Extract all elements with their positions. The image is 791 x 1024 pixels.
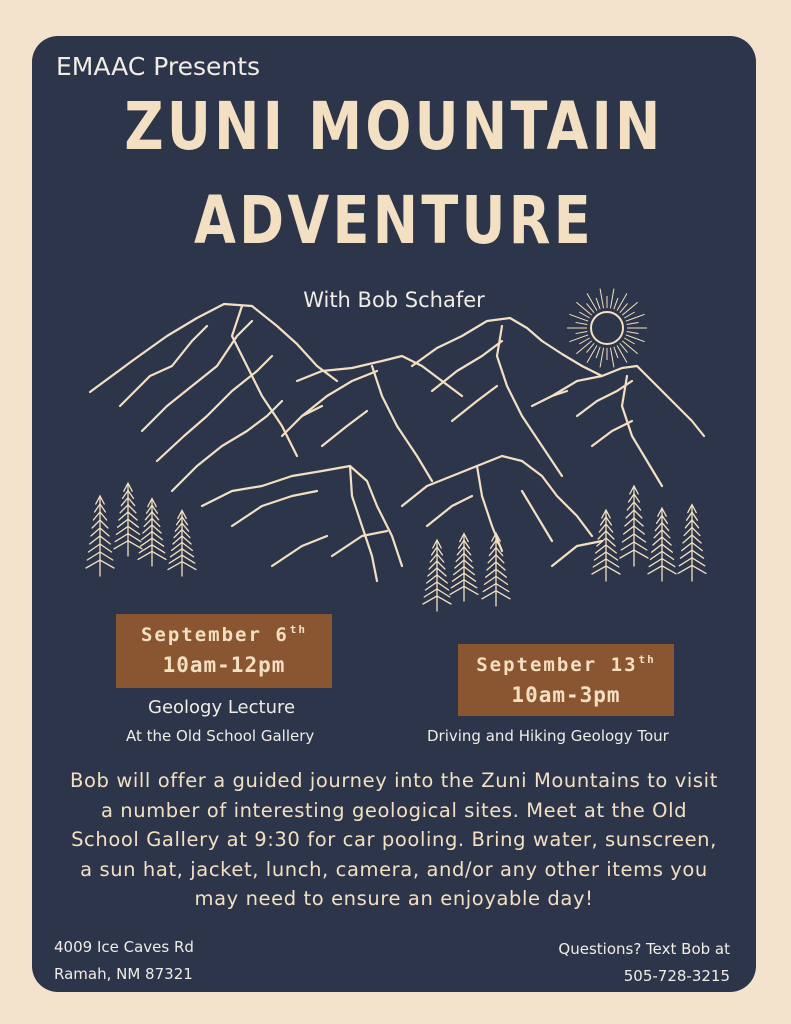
- contact-phone: 505-728-3215: [623, 967, 730, 985]
- pine-tree: [168, 510, 196, 576]
- event-date-box-2: [458, 644, 674, 716]
- mountain-illustration: [32, 36, 756, 616]
- pine-tree: [482, 533, 510, 606]
- event-date-2: September 13th: [476, 653, 656, 676]
- pine-tree: [648, 508, 676, 581]
- sun-ray: [624, 312, 634, 318]
- contact-block: [558, 936, 730, 990]
- sun-ray: [624, 338, 634, 344]
- address-line-1: 4009 Ice Caves Rd: [54, 938, 194, 956]
- address-line-2: Ramah, NM 87321: [54, 965, 193, 983]
- sun-ray: [614, 347, 618, 358]
- sun-ray: [587, 293, 597, 310]
- sun-ray: [596, 347, 600, 358]
- pine-tree: [620, 486, 648, 566]
- host-label: With Bob Schafer: [303, 288, 485, 312]
- sun-ray: [600, 348, 603, 368]
- pine-tree: [114, 483, 142, 556]
- contact-prompt: Questions? Text Bob at: [558, 940, 730, 958]
- sun-ray: [579, 312, 589, 318]
- pine-tree: [450, 534, 478, 601]
- event-time-1: 10am-12pm: [162, 653, 286, 677]
- sun-ray: [617, 345, 627, 362]
- sun-icon: [567, 289, 647, 368]
- sun-ray: [622, 341, 637, 354]
- presenter-label: EMAAC Presents: [56, 52, 261, 81]
- event-date-1: September 6th: [140, 623, 308, 646]
- pine-tree: [592, 510, 620, 581]
- event-name-2: Driving and Hiking Geology Tour: [427, 727, 669, 745]
- sun-ray: [627, 322, 639, 324]
- title-line-1: ZUNI MOUNTAIN: [124, 88, 664, 165]
- sun-ray: [610, 348, 613, 368]
- sun-ray: [622, 302, 637, 315]
- address-block: [54, 934, 194, 988]
- flyer-card: [32, 36, 756, 992]
- sun-ray: [614, 298, 618, 309]
- sun-ray: [600, 289, 603, 309]
- event-description: Bob will offer a guided journey into the Zuni Mountains to visit a number of interesting geological sites. Meet at the Old School Gallery at 9:30 for car pooling. Bring water, sunscreen, a sun hat, jacket, lunch, camera, and/or any other items you may need to ensure an enjoyable day!: [70, 769, 718, 910]
- sun-ray: [596, 298, 600, 309]
- pine-tree: [138, 499, 166, 566]
- sun-ray: [576, 341, 591, 354]
- pine-tree: [678, 505, 706, 581]
- sun-ray: [587, 345, 597, 362]
- sun-ray: [627, 331, 639, 333]
- event-date-box-1: [116, 614, 332, 688]
- sun-ray: [575, 331, 587, 333]
- sun-ray: [617, 293, 627, 310]
- event-location-1: At the Old School Gallery: [126, 727, 315, 745]
- pine-tree: [423, 540, 451, 611]
- event-name-1: Geology Lecture: [148, 697, 296, 718]
- sun-ray: [575, 322, 587, 324]
- event-time-2: 10am-3pm: [511, 683, 621, 707]
- sun-ray: [576, 302, 591, 315]
- sun-ray: [579, 338, 589, 344]
- pine-tree: [86, 496, 114, 576]
- title-line-2: ADVENTURE: [193, 182, 594, 259]
- sun-ray: [610, 289, 613, 309]
